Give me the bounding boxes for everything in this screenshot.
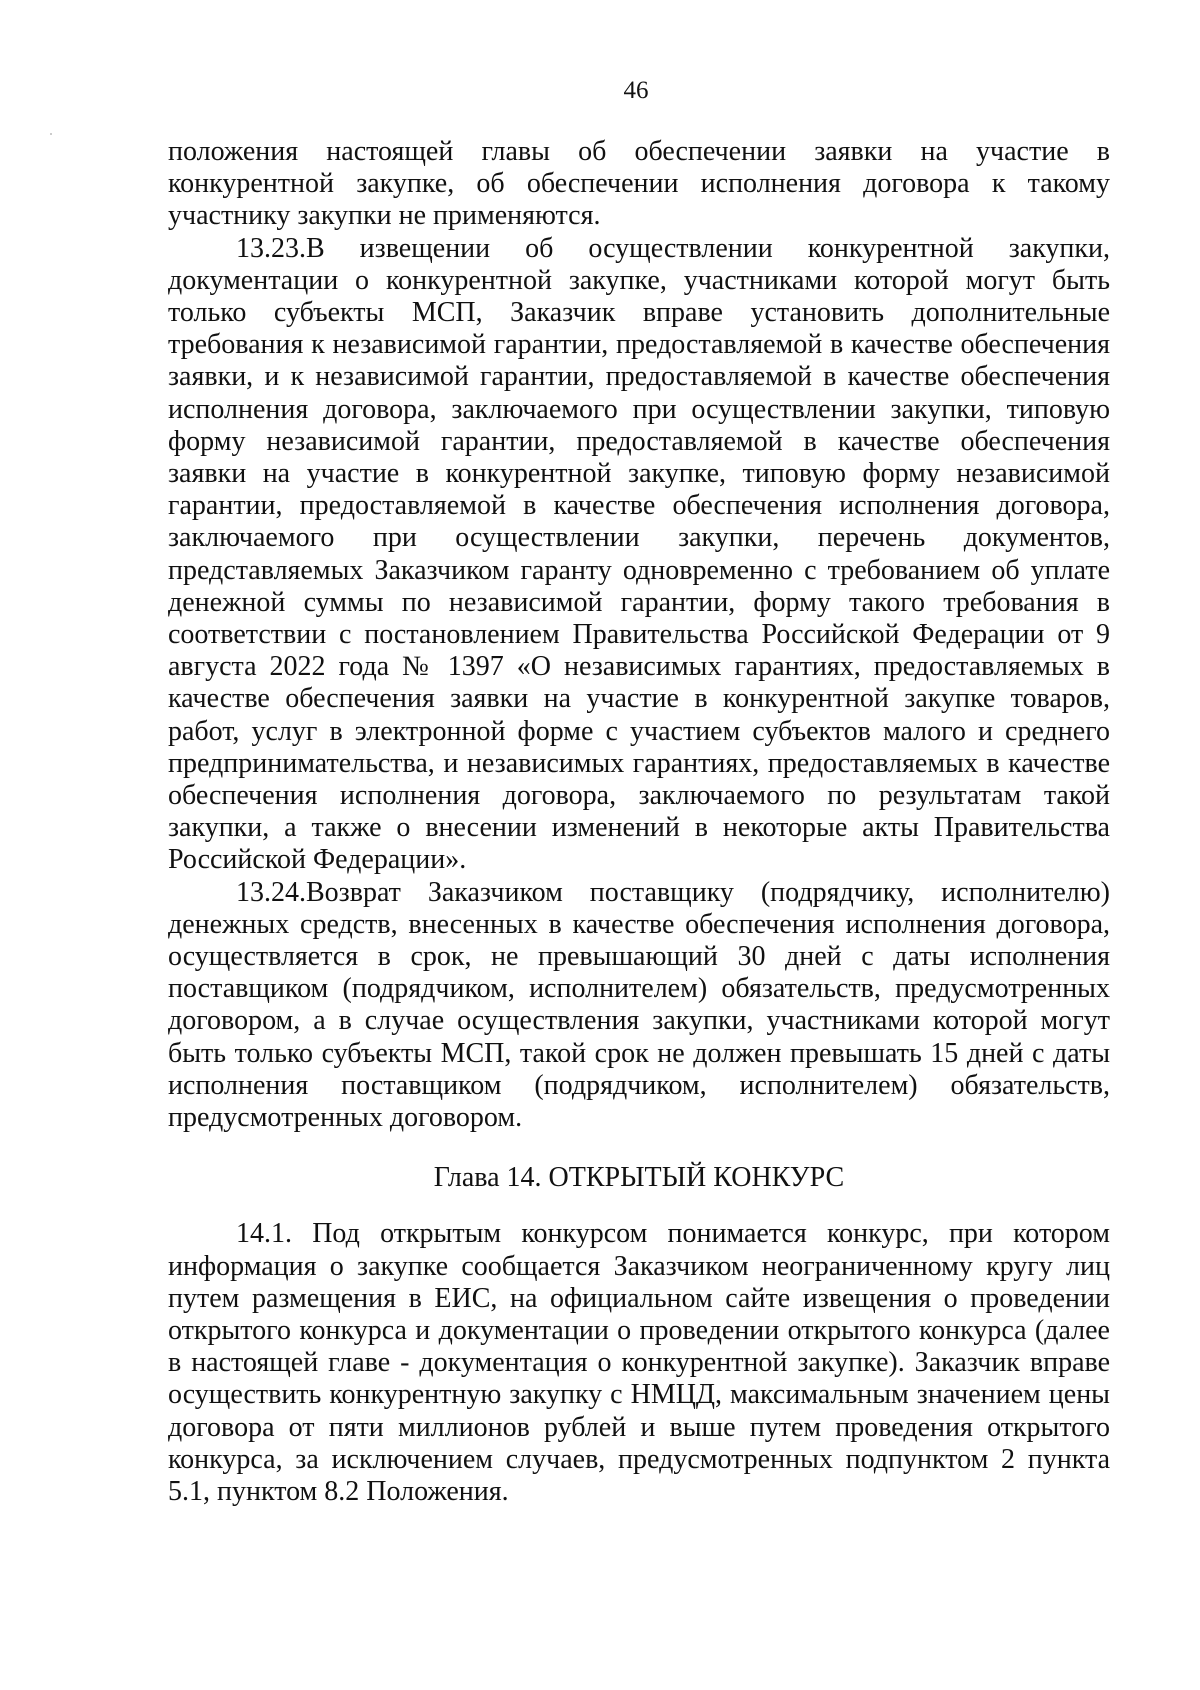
page-body	[168, 136, 1110, 1508]
paragraph-13-24: 13.24.Возврат Заказчиком поставщику (подрядчику, исполнителю) денежных средств, внесенных в качестве обеспечения исполнения договора, осуществляется в срок, не превышающий 30 дней с даты исполнения поставщиком (подрядчиком, исполнителем) обязательств, предусмотренных договором, а в случае осуществления закупки, участниками которой могут быть только субъекты МСП, такой срок не должен превышать 15 дней с даты исполнения поставщиком (подрядчиком, исполнителем) обязательств, предусмотренных договором.	[168, 876, 1110, 1134]
scan-artifact	[50, 133, 52, 135]
chapter-heading: Глава 14. ОТКРЫТЫЙ КОНКУРС	[433, 1162, 845, 1194]
paragraph-13-23: 13.23.В извещении об осуществлении конкурентной закупки, документации о конкурентной закупке, участниками которой могут быть только субъекты МСП, Заказчик вправе установить дополнительные требования к независимой гарантии, предоставляемой в качестве обеспечения заявки, и к независимой гарантии, предоставляемой в качестве обеспечения исполнения договора, заключаемого при осуществлении закупки, типовую форму независимой гарантии, предоставляемой в качестве обеспечения заявки на участие в конкурентной закупке, типовую форму независимой гарантии, предоставляемой в качестве обеспечения исполнения договора, заключаемого при осуществлении закупки, перечень документов, представляемых Заказчиком гаранту одновременно с требованием об уплате денежной суммы по независимой гарантии, форму такого требования в соответствии с постановлением Правительства Российской Федерации от 9 августа 2022 года № 1397 «О независимых гарантиях, предоставляемых в качестве обеспечения заявки на участие в конкурентной закупке товаров, работ, услуг в электронной форме с участием субъектов малого и среднего предпринимательства, и независимых гарантиях, предоставляемых в качестве обеспечения исполнения договора, заключаемого по результатам такой закупки, а также о внесении изменений в некоторые акты Правительства Российской Федерации».	[168, 232, 1110, 876]
paragraph-continuation: положения настоящей главы об обеспечении заявки на участие в конкурентной закупке, об обеспечении исполнения договора к такому участнику закупки не применяются.	[168, 136, 1110, 232]
paragraph-14-1: 14.1. Под открытым конкурсом понимается конкурс, при котором информация о закупке сообщается Заказчиком неограниченному кругу лиц путем размещения в ЕИС, на официальном сайте извещения о проведении открытого конкурса и документации о проведении открытого конкурса (далее в настоящей главе - документация о конкурентной закупке). Заказчик вправе осуществить конкурентную закупку с НМЦД, максимальным значением цены договора от пяти миллионов рублей и выше путем проведения открытого конкурса, за исключением случаев, предусмотренных подпунктом 2 пункта 5.1, пунктом 8.2 Положения.	[168, 1218, 1110, 1507]
page-number: 46	[623, 77, 649, 104]
